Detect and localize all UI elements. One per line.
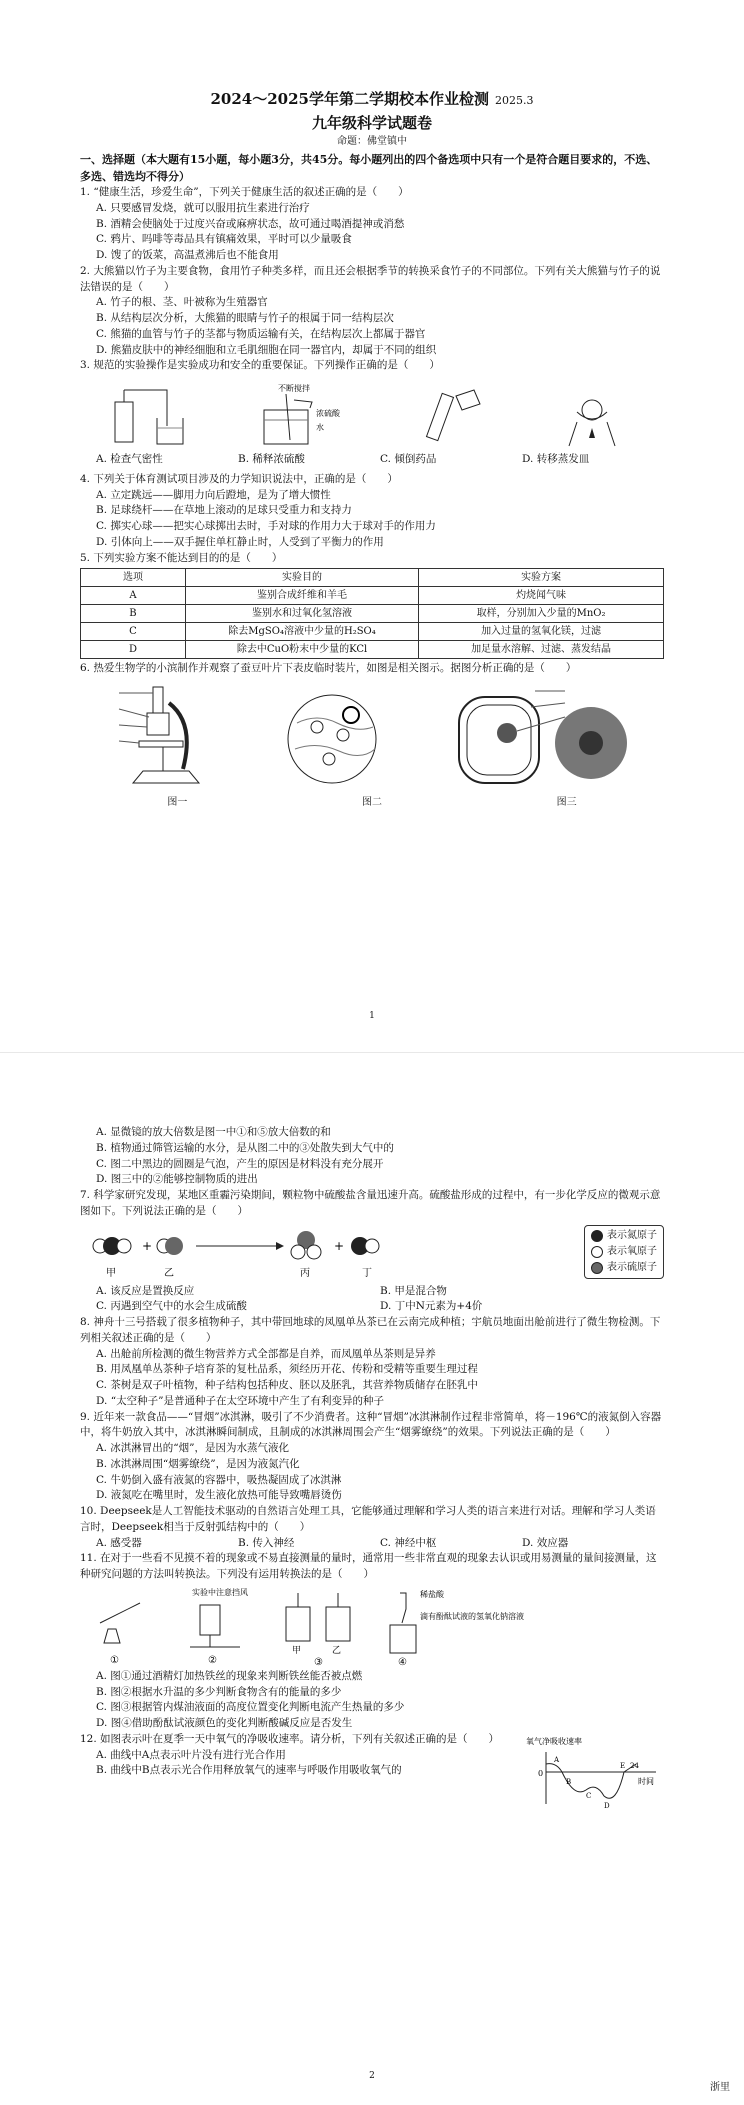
exam-author: 命题：佛堂镇中 [337, 136, 407, 147]
flask-yi-label: 乙 [332, 1645, 342, 1656]
question-8-option-c: C. 茶树是双子叶植物，种子结构包括种皮、胚以及胚乳，其营养物质储存在胚乳中 [96, 1379, 478, 1391]
graph-point-a: A [554, 1755, 560, 1764]
page1-content [80, 152, 664, 810]
page-number-1: 1 [369, 1011, 375, 1021]
question-10-option-d: D. 效应器 [522, 1536, 569, 1549]
graph-point-b: B [566, 1777, 572, 1786]
pour-reagent-figure [404, 382, 494, 448]
question-2-option-b: B. 从结构层次分析，大熊猫的眼睛与竹子的根属于同一结构层次 [96, 312, 394, 324]
question-12-option-a: A. 曲线中A点表示叶片没有进行光合作用 [96, 1748, 286, 1761]
table-header-option: 选项 [81, 569, 186, 587]
water-label: 水 [316, 423, 325, 432]
graph-tick-24: 24 [630, 1761, 639, 1770]
question-8-stem: 8. 神舟十三号搭载了很多植物种子，其中带回地球的凤凰单丛茶已在云南完成种植；宇航员地面出舱前进行了微生物检测。下列相关叙述正确的是（ ） [80, 1316, 661, 1344]
svg-text:+: + [142, 1238, 153, 1253]
question-10-option-a: A. 感受器 [96, 1536, 142, 1549]
question-9-option-c: C. 牛奶倒入盛有液氮的容器中，吸热凝固成了冰淇淋 [96, 1473, 342, 1486]
question-2-option-a: A. 竹子的根、茎、叶被称为生殖器官 [96, 296, 268, 309]
question-3-stem: 3. 规范的实验操作是实验成功和安全的重要保证。下列操作正确的是（ ） [80, 359, 440, 372]
question-6-option-a: A. 显微镜的放大倍数是图一中①和⑤放大倍数的和 [96, 1126, 331, 1138]
question-7-option-b: B. 甲是混合物 [380, 1284, 447, 1297]
figure-1-caption: 图一 [167, 797, 188, 808]
table-row: D 除去中CuO粉末中少量的KCl 加足量水溶解、过滤、蒸发结晶 [81, 641, 664, 659]
acid-label: 浓硫酸 [316, 409, 341, 418]
question-8-option-a: A. 出舱前所检测的微生物营养方式全部都是自养，而凤凰单丛茶则是异养 [96, 1347, 436, 1360]
atom-legend: 表示氮原子 表示氧原子 表示硫原子 [584, 1225, 664, 1279]
question-7-stem: 7. 科学家研究发现，某地区重霾污染期间，颗粒物中硫酸盐含量迅速升高。硫酸盐形成的过程中，有一步化学反应的微观示意图如下。下列说法正确的是（ ） [80, 1189, 661, 1217]
page-number-2: 2 [369, 2070, 375, 2081]
product-ding-label: 丁 [362, 1267, 372, 1279]
nitrogen-atom-icon [591, 1230, 603, 1242]
figure-1-marker: ① [110, 1654, 119, 1666]
figure-4-marker: ④ [398, 1656, 407, 1668]
oxygen-atom-icon [591, 1246, 603, 1258]
question-10-stem: 10. Deepseek是人工智能技术驱动的自然语言处理工具，它能够通过理解和学习人类的语言来进行对话。理解和学习人类语言时，Deepseek相当于反射弧结构中的（ ） [80, 1505, 656, 1533]
graph-point-c: C [586, 1791, 592, 1800]
question-2-option-d: D. 熊猫皮肤中的神经细胞和立毛肌细胞在同一器官内，却属于不同的组织 [96, 343, 437, 356]
question-6-captions [80, 795, 664, 810]
question-12-option-b: B. 曲线中B点表示光合作用释放氧气的速率与呼吸作用吸收氧气的 [96, 1764, 402, 1777]
question-1-option-a: A. 只要感冒发烧，就可以服用抗生素进行治疗 [96, 201, 310, 214]
question-7-option-c: C. 丙遇到空气中的水会生成硫酸 [96, 1300, 247, 1313]
question-4-option-a: A. 立定跳远——脚用力向后蹬地，是为了增大惯性 [96, 488, 331, 501]
graph-point-d: D [604, 1801, 610, 1810]
table-row: C 除去MgSO₄溶液中少量的H₂SO₄ 加入过量的氢氧化镁，过滤 [81, 623, 664, 641]
question-5-stem: 5. 下列实验方案不能达到目的的是（ ） [80, 551, 283, 564]
question-9-option-a: A. 冰淇淋冒出的“烟”，是因为水蒸气液化 [96, 1442, 289, 1454]
graph-point-e: E [620, 1761, 626, 1770]
question-11-figures [80, 1583, 664, 1669]
question-9-option-b: B. 冰淇淋周围“烟雾缭绕”，是因为液氮汽化 [96, 1457, 300, 1470]
question-11-option-b: B. 图②根据水升温的多少判断食物含有的能量的多少 [96, 1685, 342, 1698]
exam-date: 2025.3 [495, 94, 534, 107]
figure-3-marker: ③ [314, 1656, 323, 1668]
table-row: B 鉴别水和过氧化氢溶液 取样，分别加入少量的MnO₂ [81, 605, 664, 623]
question-4-option-c: C. 掷实心球——把实心球掷出去时，手对球的作用力大于球对手的作用力 [96, 520, 436, 532]
experiment-table [80, 568, 664, 659]
question-6-option-b: B. 植物通过筛管运输的水分，是从图二中的③处散失到大气中的 [96, 1141, 394, 1154]
sulfur-atom-icon [591, 1262, 603, 1274]
graph-x-label: 时间 [638, 1776, 654, 1786]
table-header-purpose: 实验目的 [185, 569, 418, 587]
cell-structure-figure [445, 683, 635, 791]
question-1-option-c: C. 鸦片、吗啡等毒品具有镇痛效果，平时可以少量吸食 [96, 233, 352, 246]
question-6-option-c: C. 图二中黑边的圆圈是气泡，产生的原因是材料没有充分展开 [96, 1157, 384, 1170]
reactant-yi-label: 乙 [164, 1267, 174, 1279]
question-9-option-d: D. 液氮吃在嘴里时，发生液化放热可能导致嘴唇烫伤 [96, 1489, 342, 1502]
question-11-option-c: C. 图③根据管内煤油液面的高度位置变化判断电流产生热量的多少 [96, 1701, 405, 1714]
question-10-option-c: C. 神经中枢 [380, 1536, 437, 1549]
graph-y-label: 氧气净吸收速率 [526, 1736, 582, 1746]
airtightness-apparatus-figure [107, 382, 197, 448]
evaporating-dish-figure [547, 382, 637, 448]
question-3-option-a: A. 检查气密性 [96, 453, 163, 465]
svg-text:+: + [334, 1238, 345, 1253]
question-7-option-d: D. 丁中N元素为+4价 [380, 1300, 483, 1313]
epidermis-view-figure [277, 683, 387, 791]
question-3-option-c: C. 倾倒药品 [380, 453, 437, 465]
question-2-stem: 2. 大熊猫以竹子为主要食物，食用竹子种类多样，而且还会根据季节的转换采食竹子的不同部位。下列有关大熊猫与竹子的说法错误的是（ ） [80, 264, 661, 293]
figure-2-marker: ② [208, 1654, 217, 1666]
question-1-option-b: B. 酒精会使脑处于过度兴奋或麻痹状态，故可通过喝酒提神或消愁 [96, 217, 405, 230]
graph-origin: 0 [538, 1768, 544, 1778]
stirring-label: 不断搅拌 [278, 384, 311, 393]
question-3-figures [80, 378, 664, 448]
reaction-diagram [80, 1222, 410, 1282]
question-11-option-d: D. 图④借助酚酞试液颜色的变化判断酸碱反应是否发生 [96, 1717, 353, 1729]
question-6-stem: 6. 热爱生物学的小滨制作并观察了蚕豆叶片下表皮临时装片，如图是相关图示。据图分析正确的是（ ） [80, 662, 577, 675]
figure-2-caption: 图二 [361, 797, 382, 808]
hcl-label: 稀盐酸 [420, 1589, 444, 1599]
product-bing-label: 丙 [300, 1267, 310, 1279]
exam-page-1 [0, 0, 744, 1052]
question-8-option-d: D. “太空种子”是普通种子在太空环境中产生了有利变异的种子 [96, 1394, 384, 1407]
question-1-stem: 1. “健康生活，珍爱生命”，下列关于健康生活的叙述正确的是（ ） [80, 186, 409, 198]
question-1-option-d: D. 馊了的饭菜，高温煮沸后也不能食用 [96, 249, 279, 261]
question-7-option-a: A. 该反应是置换反应 [96, 1284, 195, 1297]
oxygen-rate-graph [524, 1732, 664, 1812]
exam-title: 2024～2025学年第二学期校本作业检测 2025.3 [210, 90, 534, 108]
question-12 [80, 1732, 664, 1812]
question-11-option-a: A. 图①通过酒精灯加热铁丝的现象来判断铁丝能否被点燃 [96, 1669, 363, 1682]
question-4-option-b: B. 足球绕杆——在草地上滚动的足球只受重力和支持力 [96, 504, 352, 517]
reactant-jia-label: 甲 [106, 1267, 116, 1279]
question-12-stem: 12. 如图表示叶在夏季一天中氧气的净吸收速率。请分析，下列有关叙述正确的是（ ） [80, 1732, 500, 1745]
question-3-option-d: D. 转移蒸发皿 [522, 453, 590, 465]
question-8-option-b: B. 用凤凰单丛茶种子培育茶的复杜品系，须经历开花、传粉和受精等重要生理过程 [96, 1363, 478, 1376]
question-3-options [96, 452, 664, 468]
table-header-plan: 实验方案 [419, 569, 664, 587]
page2-content [80, 1125, 664, 1812]
table-row: A 鉴别合成纤维和羊毛 灼烧闻气味 [81, 587, 664, 605]
microscope-figure [109, 683, 219, 791]
exam-subtitle: 九年级科学试题卷 [311, 114, 432, 132]
watermark-text: 浙里 [710, 2082, 730, 2093]
question-4-stem: 4. 下列关于体育测试项目涉及的力学知识说法中，正确的是（ ） [80, 472, 398, 485]
question-6-option-d: D. 图三中的②能够控制物质的进出 [96, 1173, 258, 1186]
flask-jia-label: 甲 [292, 1645, 302, 1656]
wind-label: 实验中注意挡风 [192, 1587, 248, 1597]
phenolphthalein-label: 滴有酚酞试液的氢氧化钠溶液 [420, 1611, 524, 1621]
question-9-stem: 9. 近年来一款食品——“冒烟”冰淇淋，吸引了不少消费者。这种“冒烟”冰淇淋制作过程非常简单，将－196℃的液氮倒入容器中，将牛奶放入其中，冰淇淋瞬间制成，且制成的冰淇淋周围会产生“烟雾缭绕”的效果。下列说法正确的是（ ） [80, 1410, 662, 1439]
figure-3-caption: 图三 [556, 797, 577, 808]
conversion-method-figures [80, 1583, 664, 1669]
section-heading: 一、选择题（本大题有15小题，每小题3分，共45分。每小题列出的四个备选项中只有一个是符合题目要求的，不选、多选、错选均不得分） [80, 153, 658, 183]
question-3-option-b: B. 稀释浓硫酸 [238, 453, 305, 465]
exam-page-2 [0, 1052, 744, 2105]
question-4-option-d: D. 引体向上——双手握住单杠静止时，人受到了平衡力的作用 [96, 535, 384, 548]
question-7-reaction [80, 1220, 664, 1284]
question-2-option-c: C. 熊猫的血管与竹子的茎都与物质运输有关，在结构层次上都属于器官 [96, 327, 426, 340]
question-10-option-b: B. 传入神经 [238, 1536, 295, 1549]
question-11-stem: 11. 在对于一些看不见摸不着的现象或不易直接测量的量时，通常用一些非常直观的现象去认识或用易测量的量间接测量，这种研究问题的方法叫转换法。下列没有运用转换法的是（ ） [80, 1552, 657, 1580]
question-6-figures [80, 681, 664, 791]
dilute-acid-figure [250, 382, 350, 448]
